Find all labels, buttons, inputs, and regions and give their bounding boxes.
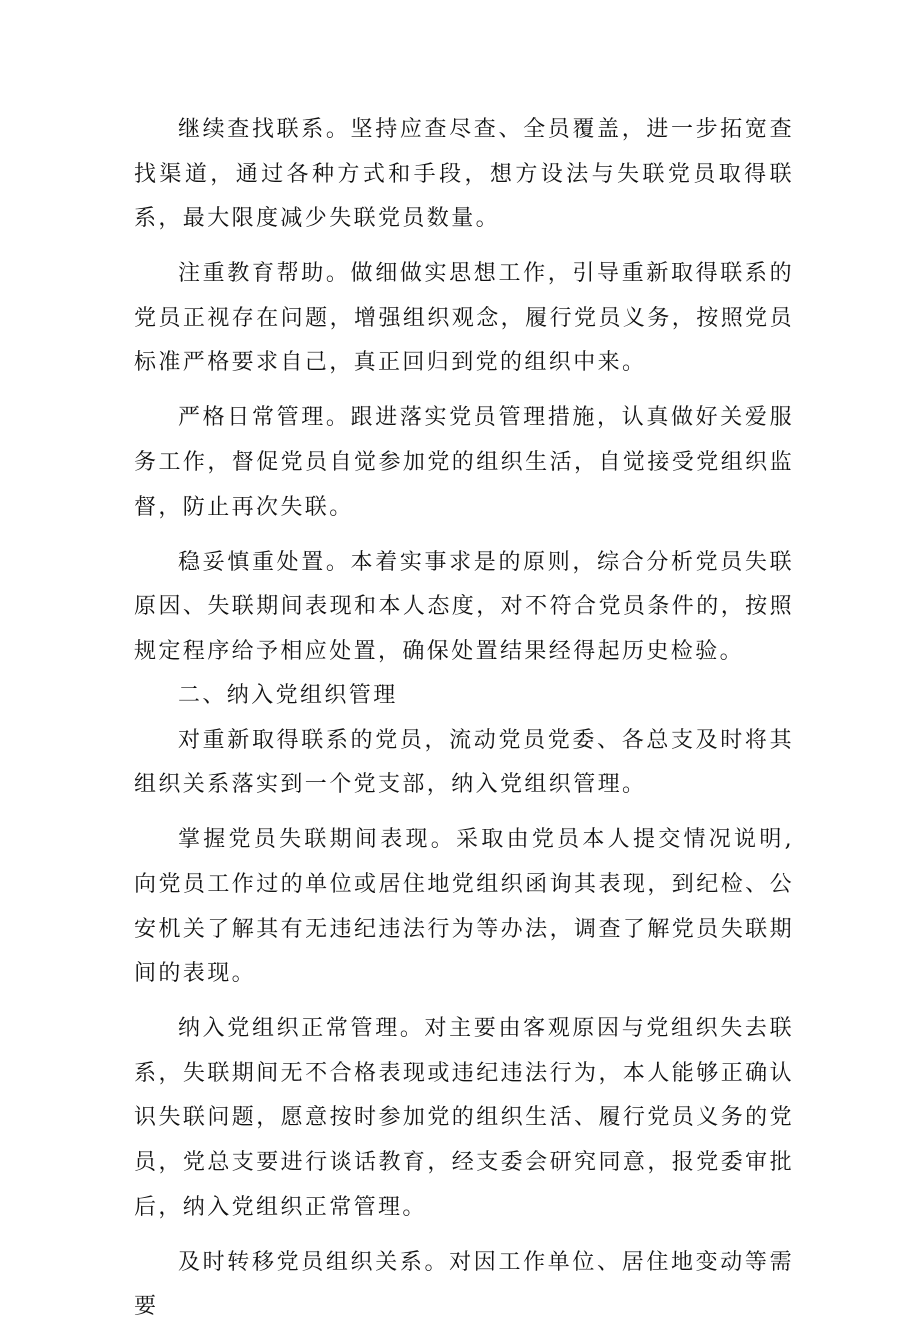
paragraph-continue-search: 继续查找联系。坚持应查尽查、全员覆盖，进一步拓宽查找渠道，通过各种方式和手段，想方设法与失联党员取得联系，最大限度减少失联党员数量。 — [134, 117, 794, 232]
section-heading: 二、纳入党组织管理 — [178, 683, 398, 709]
document-body — [134, 108, 794, 1340]
paragraph-grasp-performance: 掌握党员失联期间表现。采取由党员本人提交情况说明,向党员工作过的单位或居住地党组织函询其表现，到纪检、公安机关了解其有无违纪违法行为等办法，调查了解党员失联期间的表现。 — [134, 827, 794, 987]
paragraph-prudent-disposal: 稳妥慎重处置。本着实事求是的原则，综合分析党员失联原因、失联期间表现和本人态度，对不符合党员条件的，按照规定程序给予相应处置，确保处置结果经得起历史检验。 — [134, 549, 794, 664]
paragraph-transfer-relations: 及时转移党员组织关系。对因工作单位、居住地变动等需要 — [134, 1249, 794, 1320]
paragraph-normal-management: 纳入党组织正常管理。对主要由客观原因与党组织失去联系，失联期间无不合格表现或违纪违法行为，本人能够正确认识失联问题，愿意按时参加党的组织生活、履行党员义务的党员，党总支要进行谈话教育，经支委会研究同意，报党委审批后，纳入党组织正常管理。 — [134, 1016, 794, 1220]
paragraph-education-help: 注重教育帮助。做细做实思想工作，引导重新取得联系的党员正视存在问题，增强组织观念，履行党员义务，按照党员标准严格要求自己，真正回归到党的组织中来。 — [134, 261, 794, 376]
paragraph-daily-management: 严格日常管理。跟进落实党员管理措施，认真做好关爱服务工作，督促党员自觉参加党的组织生活，自觉接受党组织监督，防止再次失联。 — [134, 405, 794, 520]
paragraph-incorporate-management: 对重新取得联系的党员，流动党员党委、各总支及时将其组织关系落实到一个党支部，纳入党组织管理。 — [134, 727, 794, 798]
